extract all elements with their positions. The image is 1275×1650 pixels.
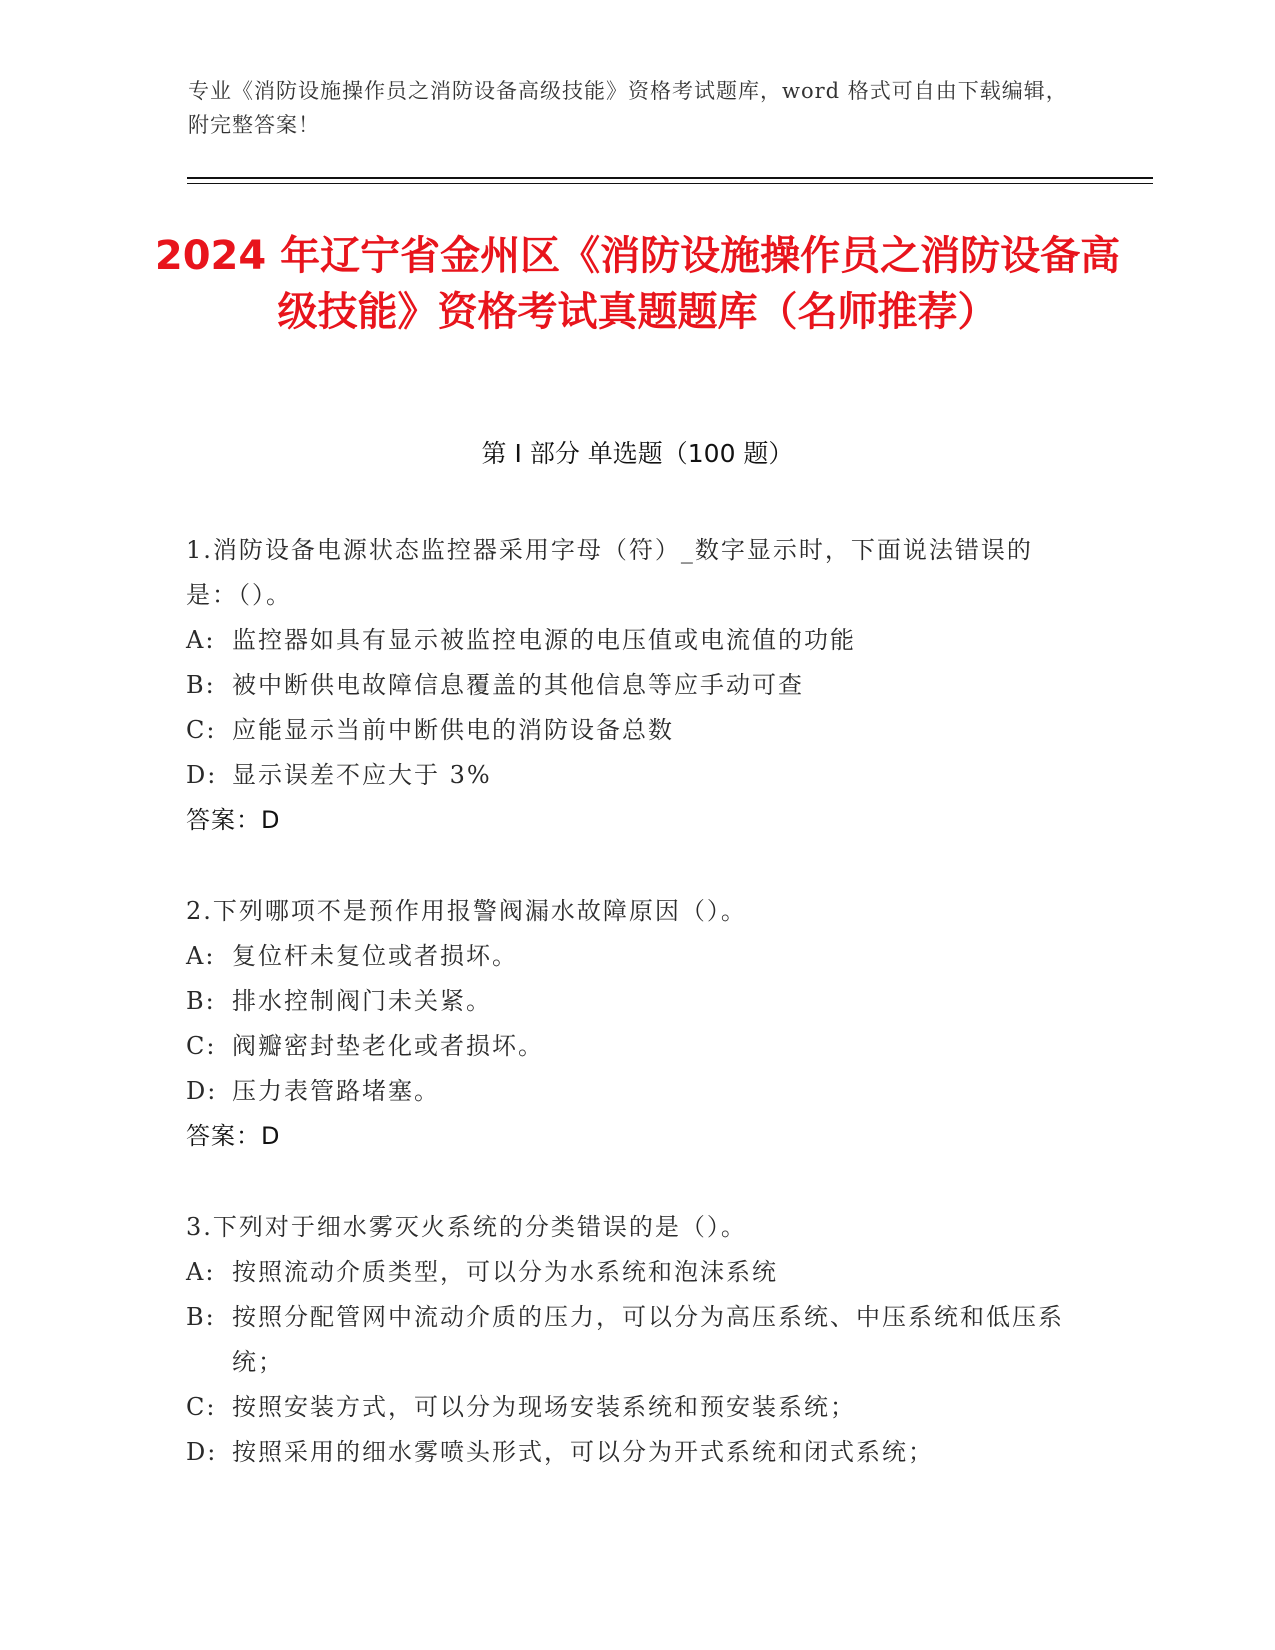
option-d [186,1430,1076,1475]
option-text: 阀瓣密封垫老化或者损坏。 [232,1032,544,1060]
option-text: 监控器如具有显示被监控电源的电压值或电流值的功能 [232,626,856,654]
option-text: 排水控制阀门未关紧。 [232,987,492,1015]
option-d [186,1069,1076,1114]
question-stem: 2.下列哪项不是预作用报警阀漏水故障原因（）。 [186,897,747,925]
option-letter: B: [186,671,216,699]
header-rule-thick [187,177,1153,179]
option-text: 显示误差不应大于 3% [232,761,492,789]
question-3 [186,1205,1076,1475]
option-letter: A: [186,942,216,970]
option-letter: B: [186,987,216,1015]
question-2 [186,889,1076,1159]
option-text: 复位杆未复位或者损坏。 [232,942,518,970]
option-c [186,1385,1076,1430]
section-title: 第 I 部分 单选题（100 题） [481,439,794,468]
option-d [186,753,1076,798]
option-letter: C: [186,1393,217,1421]
option-a [186,1250,1076,1295]
option-letter: C: [186,1032,217,1060]
option-letter: D: [186,1438,218,1466]
option-b [186,663,1076,708]
option-letter: D: [186,761,218,789]
option-b [186,1295,1076,1385]
option-text: 按照安装方式，可以分为现场安装系统和预安装系统； [232,1393,856,1421]
option-letter: A: [186,626,216,654]
option-text: 按照流动介质类型，可以分为水系统和泡沫系统 [232,1258,778,1286]
question-stem: 1.消防设备电源状态监控器采用字母（符）_数字显示时，下面说法错误的是：（）。 [186,536,1033,609]
option-text: 被中断供电故障信息覆盖的其他信息等应手动可查 [232,671,804,699]
question-1 [186,528,1076,843]
option-letter: B: [186,1303,216,1331]
option-text: 按照采用的细水雾喷头形式，可以分为开式系统和闭式系统； [232,1438,934,1466]
option-letter: D: [186,1077,218,1105]
question-stem: 3.下列对于细水雾灭火系统的分类错误的是（）。 [186,1213,747,1241]
question-list [186,528,1076,1521]
option-letter: C: [186,716,217,744]
option-a [186,618,1076,663]
document-title: 2024 年辽宁省金州区《消防设施操作员之消防设备高级技能》资格考试真题题库（名师推荐） [154,233,1121,335]
option-text: 按照分配管网中流动介质的压力，可以分为高压系统、中压系统和低压系统； [232,1303,1064,1376]
header-note: 专业《消防设施操作员之消防设备高级技能》资格考试题库，word 格式可自由下载编辑，附完整答案！ [188,79,1068,137]
option-b [186,979,1076,1024]
option-text: 应能显示当前中断供电的消防设备总数 [232,716,674,744]
option-c [186,1024,1076,1069]
answer-line: 答案：D [186,806,281,834]
header-rule-thin [187,183,1153,184]
option-a [186,934,1076,979]
option-letter: A: [186,1258,216,1286]
answer-line: 答案：D [186,1122,281,1150]
option-text: 压力表管路堵塞。 [232,1077,440,1105]
option-c [186,708,1076,753]
